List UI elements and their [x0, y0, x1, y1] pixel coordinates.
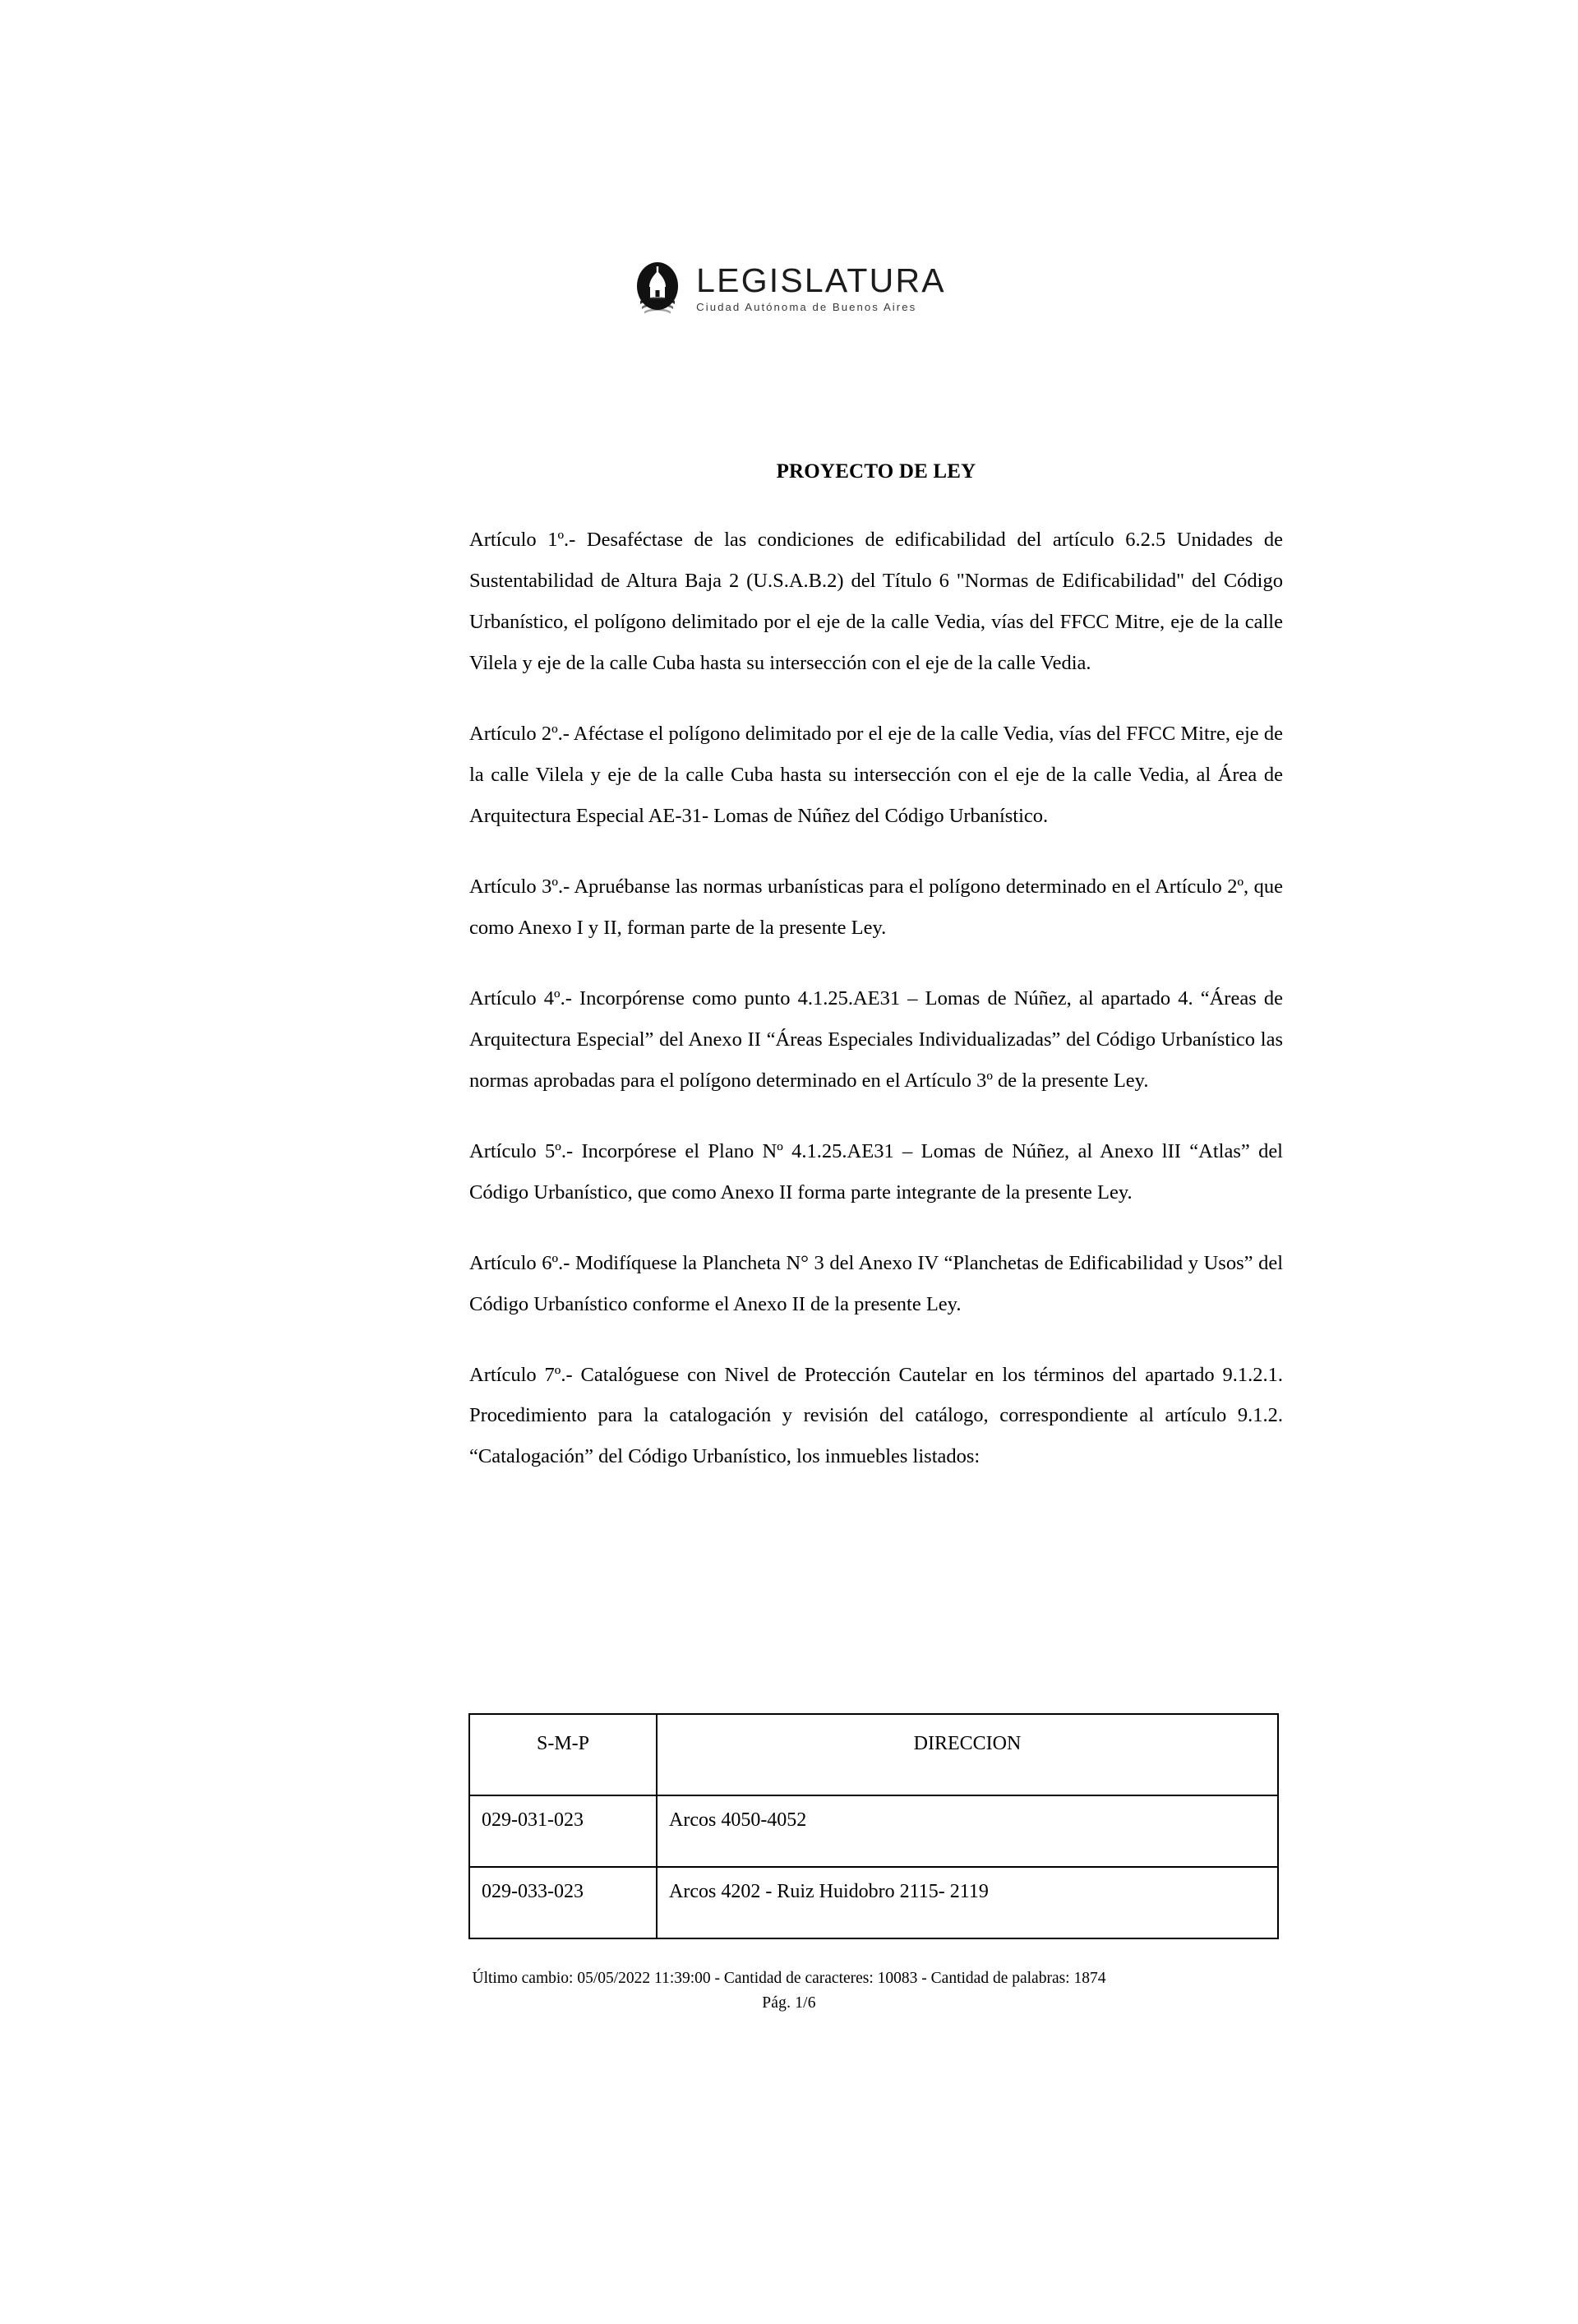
table-row [469, 1867, 1278, 1938]
inmuebles-table [468, 1713, 1279, 1939]
footer-metadata: Último cambio: 05/05/2022 11:39:00 - Cantidad de caracteres: 10083 - Cantidad de palabras: 1874 [472, 1970, 1106, 1987]
brand-subtitle: Ciudad Autónoma de Buenos Aires [696, 301, 917, 314]
document-header [0, 261, 1578, 316]
page-title: PROYECTO DE LEY [776, 460, 976, 483]
article-2-paragraph: Artículo 2º.- Aféctase el polígono delimitado por el eje de la calle Vedia, vías del FFCC Mitre, eje de la calle Vilela y eje de la calle Cuba hasta su intersección con el eje de la calle Vedia, al Área de Arquitectura Especial AE-31- Lomas de Núñez del Código Urbanístico. [469, 722, 1283, 827]
article-5-paragraph: Artículo 5º.- Incorpórese el Plano Nº 4.1.25.AE31 – Lomas de Núñez, al Anexo lII “Atlas” del Código Urbanístico, que como Anexo II forma parte integrante de la presente Ley. [469, 1139, 1283, 1204]
table-header-row [469, 1714, 1278, 1795]
cell-direccion: Arcos 4050-4052 [657, 1795, 1278, 1867]
cell-smp: 029-033-023 [469, 1867, 657, 1938]
article-1-paragraph: Artículo 1º.- Desaféctase de las condiciones de edificabilidad del artículo 6.2.5 Unidades de Sustentabilidad de Altura Baja 2 (U.S.A.B.2) del Título 6 "Normas de Edificabilidad" del Código Urbanístico, el polígono delimitado por el eje de la calle Vedia, vías del FFCC Mitre, eje de la calle Vilela y eje de la calle Cuba hasta su intersección con el eje de la calle Vedia. [469, 529, 1283, 674]
cell-smp: 029-031-023 [469, 1795, 657, 1867]
footer-page-number: Pág. 1/6 [762, 1994, 816, 2012]
column-header-smp: S-M-P [469, 1714, 657, 1795]
cell-direccion: Arcos 4202 - Ruiz Huidobro 2115- 2119 [657, 1867, 1278, 1938]
article-3-paragraph: Artículo 3º.- Apruébanse las normas urbanísticas para el polígono determinado en el Artículo 2º, que como Anexo I y II, forman parte de la presente Ley. [469, 875, 1283, 939]
article-6-paragraph: Artículo 6º.- Modifíquese la Plancheta N° 3 del Anexo IV “Planchetas de Edificabilidad y Usos” del Código Urbanístico conforme el Anexo II de la presente Ley. [469, 1251, 1283, 1315]
column-header-direccion: DIRECCION [657, 1714, 1278, 1795]
legislatura-dome-logo-icon [632, 261, 683, 316]
inmuebles-table-container [468, 1713, 1277, 1939]
brand-name: LEGISLATURA [696, 261, 946, 300]
article-4-paragraph: Artículo 4º.- Incorpórense como punto 4.1.25.AE31 – Lomas de Núñez, al apartado 4. “Áreas de Arquitectura Especial” del Anexo II “Áreas Especiales Individualizadas” del Código Urbanístico las normas aprobadas para el polígono determinado en el Artículo 3º de la presente Ley. [469, 986, 1283, 1092]
document-footer [0, 1966, 1578, 2016]
article-7-paragraph: Artículo 7º.- Catalóguese con Nivel de Protección Cautelar en los términos del apartado 9.1.2.1. Procedimiento para la catalogación y revisión del catálogo, correspondiente al artículo 9.1.2. “Catalogación” del Código Urbanístico, los inmuebles listados: [469, 1363, 1283, 1468]
legislatura-logo-text [696, 261, 946, 314]
legislatura-logo [632, 261, 946, 316]
table-row [469, 1795, 1278, 1867]
document-body [469, 460, 1283, 1477]
